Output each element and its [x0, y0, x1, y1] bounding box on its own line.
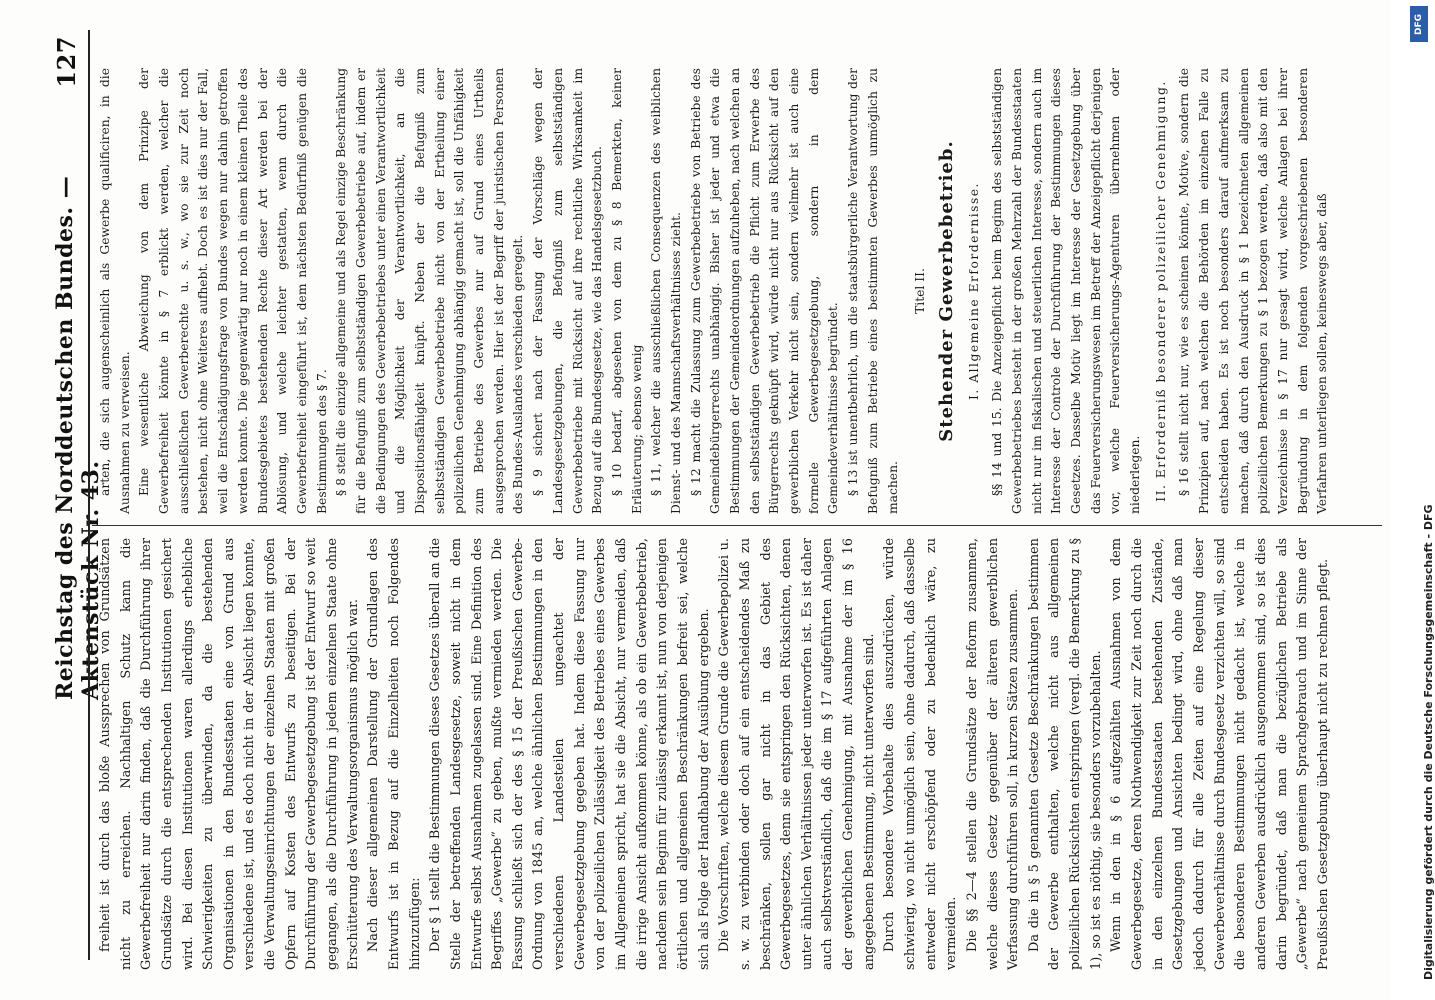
paragraph: § 12 macht die Zulassung zum Gewerbebetriebe von Betriebe des Gemeindebürgerrechts unabhängig. Bisher ist jeder und etwa die Bestimmungen der Gemeindeordnungen aufzuheben, nach welchen an den selbstständigen Gewerbebetrieb die Pflicht zum Erwerbe des Bürgerrechts geknüpft wird, würde nicht nur aus Rücksicht auf den gewerblichen Verkehr nicht sein, sondern vielmehr ist auch eine formelle Gewerbegesetzgebung, sondern in dem Gemeindeverhältnisse begründet.	[688, 68, 841, 514]
paragraph: § 13 ist unentbehrlich, um die staatsbürgerliche Verantwortung der Befugniß zum Betriebe eines bestimmten Gewerbes unmöglich zu machen.	[846, 68, 900, 514]
right-column	[96, 68, 1333, 514]
page-number: 127	[52, 36, 81, 88]
paragraph: Die Vorschriften, welche diesem Grunde die Gewerbepolizei u. s. w. zu verbinden oder doch auf ein entscheidendes Maß zu beschränken, sollen gar nicht in das Gebiet des Gewerbegesetzes, denn sie entspringen den Rücksichten, denen unter ähnlichen Verhältnissen jeder unterworfen ist. Es ist daher auch selbstverständlich, daß die im § 17 aufgeführten Anlagen der gewerblichen Genehmigung, mit Ausnahme der im § 16 angegebenen Bestimmung, nicht unterworfen sind.	[717, 538, 877, 970]
digitization-credit	[1404, 0, 1435, 1000]
section-heading: Stehender Gewerbebetrieb.	[935, 140, 957, 442]
title-heading: Titel II.	[913, 268, 928, 314]
paragraph: Wenn in den in § 6 aufgezählten Ausnahmen von dem Gewerbegesetze, deren Nothwendigkeit zur Zeit noch durch die in den einzelnen Bundesstaaten bestehenden Zustände, Gesetzgebungen und Ansichten bedingt wird, ohne daß man jedoch dadurch für alle Zeiten auf eine Regelung dieser Gewerbeverhältnisse durch Bundesgesetz verzichten will, so sind die besonderen Bestimmungen nicht gedacht ist, welche in anderen Gewerben ausdrücklich ausgenommen sind, so ist dies darin begründet, daß man die bezüglichen Betriebe als „Gewerbe“ nach gemeinem Sprachgebrauch und im Sinne der Preußischen Gesetzgebung überhaupt nicht zu rechnen pflegt.	[1109, 538, 1331, 970]
paragraph: arten, die sich augenscheinlich als Gewerbe qualificiren, in die Ausnahmen zu verweisen.	[98, 68, 132, 514]
header-title: Reichstag des Norddeutschen Bundes. — Aktenstück Nr. 43.	[52, 175, 104, 700]
paragraph: Die §§ 2—4 stellen die Grundsätze der Reform zusammen, welche dieses Gesetz gegenüber der älteren gewerblichen Verfassung durchführen soll, in kurzen Sätzen zusammen.	[964, 538, 1022, 970]
column-divider	[92, 525, 1382, 526]
paragraph: § 9 sichert nach der Fassung der Vorschläge wegen der Landesgesetzgebungen, die Befugniß zum selbstständigen Gewerbebetriebe mit Rücksicht auf ihre rechtliche Wirksamkeit im Bezug auf die Bundesgesetze, wie das Handelsgesetzbuch.	[531, 68, 605, 514]
paragraph: § 10 bedarf, abgesehen von dem zu § 8 Bemerkten, keiner Erläuterung; ebenso wenig	[609, 68, 644, 514]
paragraph: §§ 14 und 15. Die Anzeigepflicht beim Beginn des selbstständigen Gewerbebetriebes besteht in der großen Mehrzahl der Bundesstaaten nicht nur im fiskalischen und steuerlichen Interesse, sondern auch im Interesse der Controle der Durchführung der Bestimmungen dieses Gesetzes. Dasselbe Motiv liegt im Interesse der Gesetzgebung über das Feuerversicherungswesen im Betreff der Anzeigepflicht derjenigen vor, welche Feuerversicherungs-Agenturen übernehmen oder niederlegen.	[990, 68, 1143, 514]
running-header	[52, 36, 104, 960]
paragraph: freiheit ist durch das bloße Aussprechen von Grundsätzen nicht zu erreichen. Nachhaltigen Schutz kann die Gewerbefreiheit nur darin finden, daß die Durchführung ihrer Grundsätze durch die entsprechenden Institutionen gesichert wird. Bei diesen Institutionen waren allerdings erhebliche Schwierigkeiten zu überwinden, da die bestehenden Organisationen in den Bundesstaaten eine von Grund aus verschiedene ist, und es doch nicht in der Absicht liegen konnte, die Verwaltungseinrichtungen der einzelnen Staaten mit großen Opfern auf Kosten des Entwurfs zu beseitigen. Bei der Durchführung der Gewerbegesetzgebung ist der Entwurf so weit gegangen, als die Durchführung in jedem einzelnen Staate ohne Erschütterung des Verwaltungsorganismus möglich war.	[98, 538, 361, 970]
subsection-heading: I. Allgemeine Erfordernisse.	[966, 182, 981, 400]
paragraph: § 16 stellt nicht nur, wie es scheinen könnte, Motive, sondern die Prinzipien auf, nach welchen die Behörden im einzelnen Falle zu entscheiden haben. Es ist noch besonders darauf aufmerksam zu machen, daß durch den Ausdruck in § 1 bezeichneten allgemeinen polizeilichen Bemerkungen zu § 1 bezogen werden, daß also mit den Verzeichnisse in § 17 nur gesagt wird, welche Anlagen bei ihrer Begründung in dem folgenden vorgeschriebenen besonderen Verfahren unterliegen sollen, keineswegs aber, daß	[1177, 68, 1330, 514]
paragraph: Da die in § 5 genannten Gesetze Beschränkungen bestimmen der Gewerbe enthalten, welche nicht aus allgemeinen polizeilichen Rücksichten entspringen (vergl. die Bemerkung zu § 1), so ist es nöthig, sie besonders vorzubehalten.	[1026, 538, 1104, 970]
dfg-logo: DFG	[1410, 6, 1428, 42]
paragraph: Nach dieser allgemeinen Darstellung der Grundlagen des Entwurfs ist in Bezug auf die Einzelheiten noch Folgendes hinzuzufügen:	[366, 538, 423, 970]
paragraph: Der § 1 stellt die Bestimmungen dieses Gesetzes überall an die Stelle der betreffenden Landesgesetze, soweit nicht in dem Entwurfe selbst Ausnahmen zugelassen sind. Eine Definition des Begriffes „Gewerbe“ zu geben, mußte vermieden werden. Die Fassung schließt sich der des § 15 der Preußischen Gewerbe-Ordnung von 1845 an, welche ähnlichen Bestimmungen in den verschiedenen Landesteilen ungeachtet der Gewerbegesetzgebung gegeben hat. Indem diese Fassung nur von der polizeilichen Zulässigkeit des Betriebes eines Gewerbes im Allgemeinen spricht, hat sie die Absicht, nur vermeiden, daß die irrige Ansicht aufkommen könne, als ob ein Gewerbebetrieb, nachdem sein Beginn für zulässig erkannt ist, nun von derjenigen örtlichen und allgemeinen Beschränkungen befreit sei, welche sich als Folge der Handhabung der Ausübung ergeben.	[428, 538, 712, 970]
paragraph: Eine wesentliche Abweichung von dem Prinzipe der Gewerbefreiheit könnte in § 7 erblickt werden, welcher die ausschließlichen Gewerberechte u. s. w., wo sie zur Zeit noch bestehen, nicht ohne Weiteres aufhebt. Doch es ist dies nur der Fall, weil die Entschädigungsfrage von Bundes wegen nur dahin getroffen werden konnte. Die gegenwärtig nur noch in einem kleinen Theile des Bundesgebietes bestehenden Rechte dieser Art werden bei der Ablösung, und welche leichter gestatten, wenn durch die Gewerbefreiheit eingeführt ist, dem nächsten Bedürfniß genügen die Bestimmungen des § 7.	[137, 68, 329, 514]
paragraph: Durch besondere Vorbehalte dies auszudrücken, würde schwierig, wo nicht unmöglich sein, ohne dadurch, daß dasselbe entweder nicht erschöpfend oder zu bedenklich wäre, zu vermeiden.	[882, 538, 960, 970]
paragraph: § 8 stellt die einzige allgemeine und als Regel einzige Beschränkung für die Befugniß zum selbstständigen Gewerbebetriebe auf, indem er die Bedingungen des Gewerbebetriebes unter einen Verantwortlichkeit und die Möglichkeit der Verantwortlichkeit, an die Dispositionsfähigkeit knüpft. Neben der die Befugniß zum selbstständigen Gewerbebetriebe nicht von der Ertheilung einer polizeilichen Genehmigung abhängig gemacht ist, soll die Unfähigkeit zum Betriebe des Gewerbes nur auf Grund eines Urtheils ausgesprochen werden. Hier ist der Begriff der juristischen Personen des Bundes-Auslandes verschieden geregelt.	[334, 68, 526, 514]
header-rule	[88, 30, 90, 960]
paragraph: § 11, welcher die ausschließlichen Consequenzen des weiblichen Dienst- und des Mannschaftsverhältnisses zieht.	[649, 68, 683, 514]
left-column	[96, 538, 1334, 970]
subsection-heading: II. Erforderniß besonderer polizeilicher Genehmigung.	[1153, 80, 1168, 502]
credit-text: Digitalisierung gefördert durch die Deutsche Forschungsgemeinschaft - DFG	[1422, 504, 1435, 980]
